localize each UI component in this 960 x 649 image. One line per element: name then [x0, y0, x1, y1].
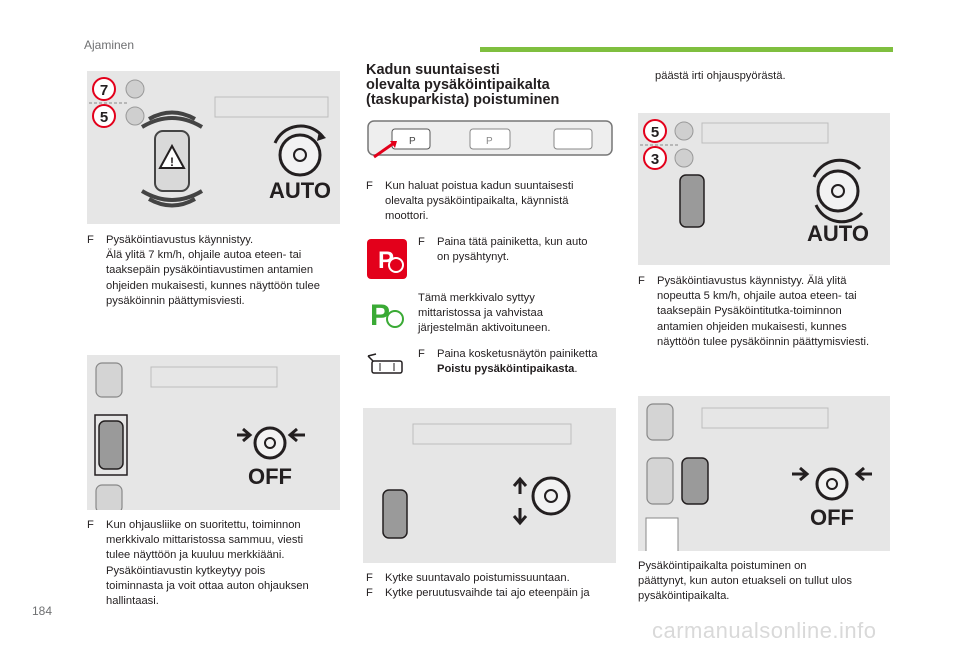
text-line: moottori. — [385, 210, 429, 223]
bullet-marker: F — [638, 275, 645, 287]
off-label: OFF — [810, 505, 854, 530]
illustration-parking-auto-5 — [638, 113, 890, 265]
text-line: näyttöön tulee pysäköinnin päättymisviesti. — [657, 335, 870, 348]
text-line: on pysähtynyt. — [437, 251, 510, 264]
heading-line: olevalta pysäköintipaikalta — [366, 77, 550, 94]
text-line: olevalta pysäköintipaikalta, käynnistä — [385, 195, 569, 208]
text-line: Pysäköintiavustus käynnistyy. — [106, 234, 254, 246]
bullet-marker: F — [418, 236, 425, 248]
text-line: pysäköinnin päättymisviesti. — [106, 294, 245, 307]
text-line: Älä ylitä 7 km/h, ohjaile autoa eteen- tai — [106, 249, 302, 262]
bullet-marker: F — [366, 572, 373, 584]
text-line: Kytke suuntavalo poistumissuuntaan. — [385, 572, 570, 584]
text-line: Kytke peruutusvaihde tai ajo eteenpäin ja — [385, 587, 590, 600]
page-number: 184 — [32, 604, 53, 618]
speed-badge-5: 5 — [650, 124, 660, 141]
text-line: Paina kosketusnäytön painiketta — [437, 348, 598, 360]
right-paragraph-1 — [638, 274, 898, 350]
parking-exit-diagram — [87, 355, 340, 510]
touchscreen-exit-icon — [366, 352, 406, 378]
text-line: Kun ohjausliike on suoritettu, toiminnon — [106, 519, 301, 531]
bullet-marker: F — [87, 519, 94, 531]
middle-item-touch — [418, 347, 618, 377]
parking-indicator-green-icon — [367, 293, 407, 333]
text-line: merkkivalo mittaristossa sammuu, viesti — [106, 534, 304, 547]
text-line: ohjeiden mukaisesti, kunnes näyttöön tulee — [106, 279, 320, 292]
text-line: tulee näyttöön ja kuuluu merkkiääni. — [106, 549, 285, 562]
illustration-parking-off-right — [638, 396, 890, 551]
text-line: antamien ohjeiden mukaisesti, kunnes — [657, 320, 847, 333]
steering-wheel-icon — [792, 468, 872, 499]
steering-wheel-icon — [237, 428, 305, 458]
right-paragraph-2 — [638, 559, 898, 605]
steering-wheel-icon — [514, 478, 569, 523]
text-line: hallintaasi. — [106, 595, 159, 608]
console-button-illustration — [364, 117, 616, 161]
heading-line: Kadun suuntaisesti — [366, 62, 500, 78]
steering-wheel-icon — [814, 160, 862, 222]
parking-button-red-icon — [367, 239, 407, 279]
text-line: taaksepäin Pysäköintitutka-toiminnon — [657, 305, 842, 318]
text-line: toiminnasta ja voit ottaa auton ohjauksen — [106, 579, 309, 592]
text-line: nopeutta 5 km/h, ohjaile autoa eteen- tai — [657, 290, 857, 303]
off-label: OFF — [248, 464, 292, 489]
bullet-marker: F — [366, 587, 373, 600]
text-line: järjestelmän aktivoituneen. — [418, 322, 551, 335]
illustration-exit-steering — [363, 408, 616, 563]
left-paragraph-2 — [87, 518, 347, 609]
illustration-parking-off-left — [87, 355, 340, 510]
bullet-marker: F — [366, 180, 373, 192]
middle-item-red-p — [418, 235, 618, 265]
text-line: Paina tätä painiketta, kun auto — [437, 236, 588, 248]
text-line: Kun haluat poistua kadun suuntaisesti — [385, 180, 574, 192]
svg-text:P: P — [378, 247, 395, 274]
heading-line: (taskuparkista) poistuminen — [366, 92, 560, 109]
text-line: Pysäköintiavustin kytkeytyy pois — [106, 564, 266, 577]
car-with-sensors-icon — [142, 113, 202, 206]
text-line: päättynyt, kun auton etuakseli on tullut ulos — [638, 575, 852, 588]
middle-item-green-p — [418, 291, 618, 337]
chapter-accent-bar — [480, 47, 893, 52]
svg-text:P: P — [409, 136, 416, 147]
svg-text:P: P — [486, 136, 493, 147]
left-paragraph-1 — [87, 233, 347, 309]
text-line: Pysäköintiavustus käynnistyy. Älä ylitä — [657, 275, 847, 287]
text-line — [437, 362, 618, 377]
bold-term: Poistu pysäköintipaikasta — [437, 363, 575, 376]
speed-badge-7: 7 — [99, 82, 109, 99]
text-line: Pysäköintipaikalta poistuminen on — [638, 560, 807, 572]
middle-paragraph-1 — [366, 179, 616, 225]
bullet-marker: F — [418, 348, 425, 360]
speed-badge-5: 5 — [99, 109, 109, 126]
text-end: . — [574, 363, 578, 376]
middle-list — [366, 571, 616, 601]
speed-badge-3: 3 — [650, 151, 660, 168]
section-heading — [366, 63, 606, 109]
right-continuation: päästä irti ohjauspyörästä. — [655, 70, 786, 82]
text-line: mittaristossa ja vahvistaa — [418, 307, 543, 320]
svg-text:!: ! — [170, 155, 174, 169]
parking-sensors-diagram — [87, 71, 340, 224]
svg-text:P: P — [370, 299, 391, 332]
illustration-parking-auto-7 — [87, 71, 340, 224]
auto-label: AUTO — [269, 178, 331, 203]
steering-wheel-icon — [275, 126, 326, 175]
text-line: pysäköintipaikalta. — [638, 590, 730, 603]
footer-watermark: carmanualsonline.info — [652, 618, 877, 643]
auto-label: AUTO — [807, 221, 869, 246]
text-line: taaksepäin pysäköintiavustimen antamien — [106, 264, 314, 277]
bullet-marker: F — [87, 234, 94, 246]
text-line: Tämä merkkivalo syttyy — [418, 292, 535, 304]
chapter-title: Ajaminen — [84, 38, 135, 52]
